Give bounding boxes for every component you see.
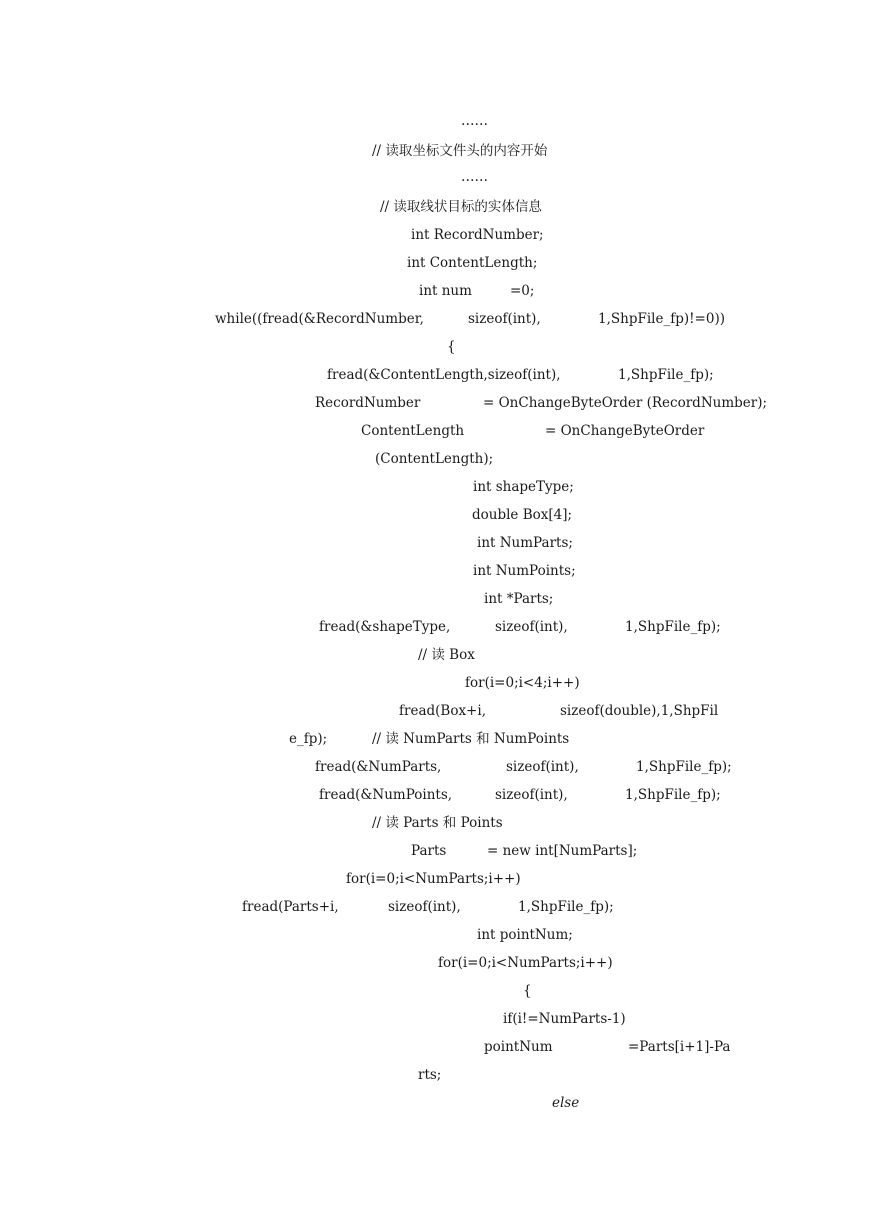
- code-line: else: [552, 1095, 580, 1111]
- code-segment: RecordNumber: [315, 395, 421, 411]
- code-line: [0, 700, 869, 722]
- code-line: {: [447, 339, 456, 355]
- code-segment: Parts: [411, 843, 447, 859]
- code-line: {: [523, 983, 532, 999]
- code-segment: = OnChangeByteOrder (RecordNumber);: [483, 395, 768, 411]
- code-segment: fread(Box+i,: [399, 703, 486, 719]
- code-segment: e_fp);: [289, 731, 328, 747]
- code-segment: 1,ShpFile_fp);: [518, 899, 614, 915]
- code-line: (ContentLength);: [375, 451, 494, 467]
- comment-read-numparts: // 读 NumParts 和 NumPoints: [372, 731, 570, 747]
- ellipsis-line: ……: [461, 113, 488, 129]
- code-line: [0, 308, 869, 330]
- code-segment: sizeof(int),: [468, 311, 541, 327]
- code-segment: 1,ShpFile_fp)!=0)): [598, 311, 725, 327]
- comment-read-parts: // 读 Parts 和 Points: [372, 815, 503, 831]
- ellipsis-line: ……: [461, 169, 488, 185]
- code-segment: 1,ShpFile_fp);: [636, 759, 732, 775]
- code-segment: fread(&shapeType,: [319, 619, 451, 635]
- code-segment: sizeof(int),: [388, 899, 461, 915]
- code-segment: =Parts[i+1]-Pa: [628, 1039, 731, 1055]
- code-line: [0, 756, 869, 778]
- code-segment: while((fread(&RecordNumber,: [215, 311, 424, 327]
- code-line: [0, 896, 869, 918]
- code-segment: sizeof(double),1,ShpFil: [560, 703, 719, 719]
- code-line: for(i=0;i<4;i++): [465, 675, 580, 691]
- code-segment: 1,ShpFile_fp);: [625, 619, 721, 635]
- code-segment: sizeof(int),: [506, 759, 579, 775]
- code-line: rts;: [418, 1067, 442, 1083]
- comment-read-header: // 读取坐标文件头的内容开始: [372, 143, 548, 159]
- code-line: int NumPoints;: [473, 563, 576, 579]
- code-segment: = OnChangeByteOrder: [545, 423, 705, 439]
- code-segment: =0;: [510, 283, 535, 299]
- code-line: int *Parts;: [484, 591, 554, 607]
- code-line: [0, 364, 869, 386]
- code-line: for(i=0;i<NumParts;i++): [346, 871, 521, 887]
- code-line: [0, 728, 869, 750]
- code-line: int RecordNumber;: [411, 227, 544, 243]
- code-line: [0, 392, 869, 414]
- comment-read-polyline: // 读取线状目标的实体信息: [380, 199, 542, 215]
- code-segment: fread(&NumPoints,: [319, 787, 453, 803]
- code-line: [0, 840, 869, 862]
- code-line: if(i!=NumParts-1): [503, 1011, 626, 1027]
- code-segment: fread(&NumParts,: [315, 759, 442, 775]
- code-segment: ContentLength: [361, 423, 465, 439]
- code-segment: int num: [419, 283, 472, 299]
- code-segment: pointNum: [484, 1039, 553, 1055]
- code-line: int ContentLength;: [407, 255, 538, 271]
- code-segment: = new int[NumParts];: [487, 843, 638, 859]
- code-segment: sizeof(int),: [495, 619, 568, 635]
- code-line: [0, 1036, 869, 1058]
- code-segment: sizeof(int),: [495, 787, 568, 803]
- code-line: int shapeType;: [473, 479, 574, 495]
- code-line: for(i=0;i<NumParts;i++): [438, 955, 613, 971]
- code-segment: fread(&ContentLength,sizeof(int),: [327, 367, 561, 383]
- code-segment: 1,ShpFile_fp);: [625, 787, 721, 803]
- code-line: [0, 280, 869, 302]
- code-line: [0, 616, 869, 638]
- code-line: double Box[4];: [472, 507, 573, 523]
- code-line: [0, 420, 869, 442]
- code-line: [0, 784, 869, 806]
- comment-read-box: // 读 Box: [418, 647, 475, 663]
- code-line: int pointNum;: [477, 927, 573, 943]
- code-segment: 1,ShpFile_fp);: [618, 367, 714, 383]
- code-segment: fread(Parts+i,: [242, 899, 339, 915]
- code-line: int NumParts;: [477, 535, 573, 551]
